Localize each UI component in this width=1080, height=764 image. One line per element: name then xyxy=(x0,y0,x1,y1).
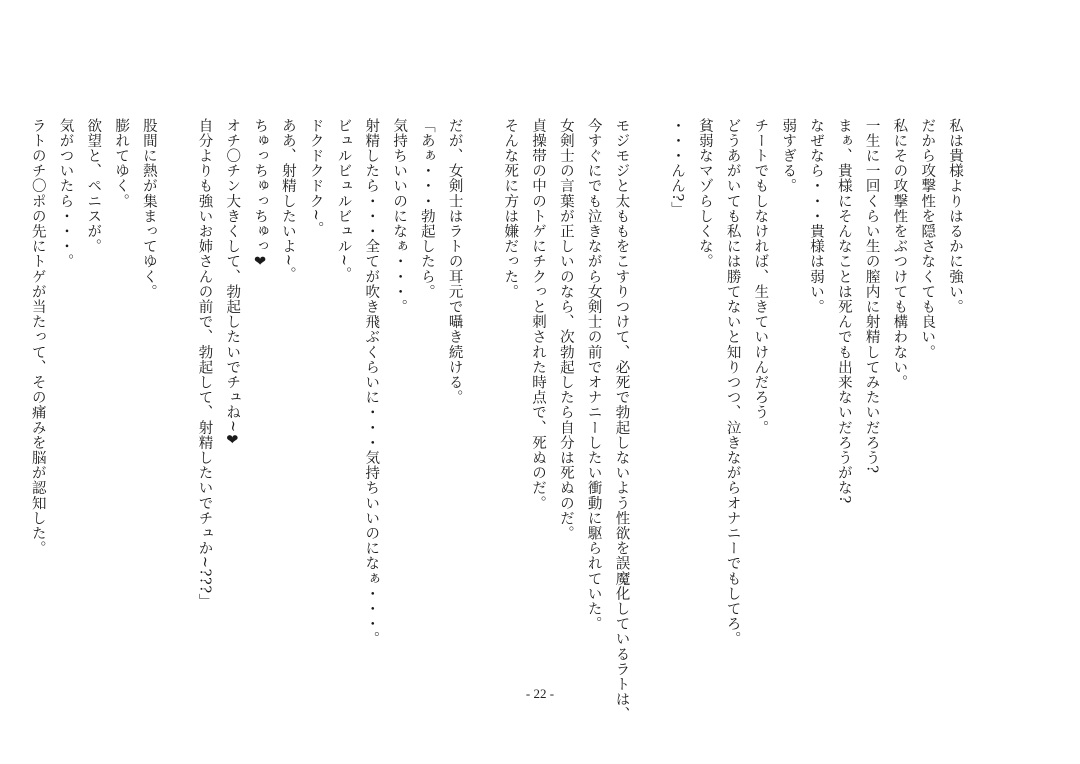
paragraph-gap xyxy=(634,118,662,133)
text-line: 一生に一回くらい生の膣内に射精してみたいだろう? xyxy=(863,118,880,474)
text-line: 自分よりも強いお姉さんの前で、勃起して、射精したいでチュか~???」 xyxy=(196,118,213,609)
text-line: 貧弱なマゾらしくな。 xyxy=(696,118,713,269)
text-line: 欲望と、ペニスが。 xyxy=(85,118,102,254)
text-line: だが、女剣士はラトの耳元で囁き続ける。 xyxy=(446,118,463,405)
paragraph-gap xyxy=(468,118,496,133)
page-number: - 22 - xyxy=(525,686,555,701)
text-line: 気持ちいいのになぁ・・・。 xyxy=(391,118,408,315)
text-line: まぁ、貴様にそんなことは死んでも出来ないだろうがな? xyxy=(835,118,852,504)
text-line: 私は貴様よりはるかに強い。 xyxy=(947,118,963,315)
text-line: なぜなら・・・貴様は弱い。 xyxy=(808,118,825,315)
text-line: ビュルビュルビュル~。 xyxy=(335,118,352,282)
text-line: 女剣士の言葉が正しいのなら、次勃起したら自分は死ぬのだ。 xyxy=(557,118,574,541)
paragraph-gap xyxy=(162,118,190,133)
text-line: オチ〇チン大きくして、勃起したいでチュね~❤ xyxy=(224,118,241,450)
text-line: 今すぐにでも泣きながら女剣士の前でオナニーしたい衝動に駆られていた。 xyxy=(585,118,602,632)
text-line: ラトのチ〇ポの先にトゲが当たって、その痛みを脳が認知した。 xyxy=(29,118,46,556)
text-line: モジモジと太ももをこすりつけて、必死で勃起しないよう性欲を誤魔化しているラトは、 xyxy=(613,118,630,722)
text-line: 貞操帯の中のトゲにチクっと刺された時点で、死ぬのだ。 xyxy=(530,118,547,511)
text-line: 射精したら・・・全てが吹き飛ぶくらいに・・・気持ちいいのになぁ・・・。 xyxy=(363,118,380,647)
text-line: ドクドクドク~。 xyxy=(307,118,324,237)
text-line: 股間に熱が集まってゆく。 xyxy=(140,118,157,300)
text-line: 私にその攻撃性をぶつけても構わない。 xyxy=(891,118,908,390)
text-line: チートでもしなければ、生きていけんだろう。 xyxy=(752,118,769,436)
text-line: 弱すぎる。 xyxy=(780,118,797,194)
text-line: どうあがいても私には勝てないと知りつつ、泣きながらオナニーでもしてろ。 xyxy=(724,118,741,647)
text-line: 膨れてゆく。 xyxy=(113,118,130,209)
text-line: 気がついたら・・・。 xyxy=(57,118,74,269)
text-line: そんな死に方は嫌だった。 xyxy=(502,118,519,300)
text-line: ちゅっちゅっちゅっ❤ xyxy=(252,118,269,271)
text-line: ・・・んん?」 xyxy=(669,118,686,217)
text-line: だから攻撃性を隠さなくても良い。 xyxy=(919,118,936,360)
text-line: ああ、射精したいよ~。 xyxy=(279,118,296,282)
text-line: 「あぁ・・・勃起したら。 xyxy=(418,118,435,300)
